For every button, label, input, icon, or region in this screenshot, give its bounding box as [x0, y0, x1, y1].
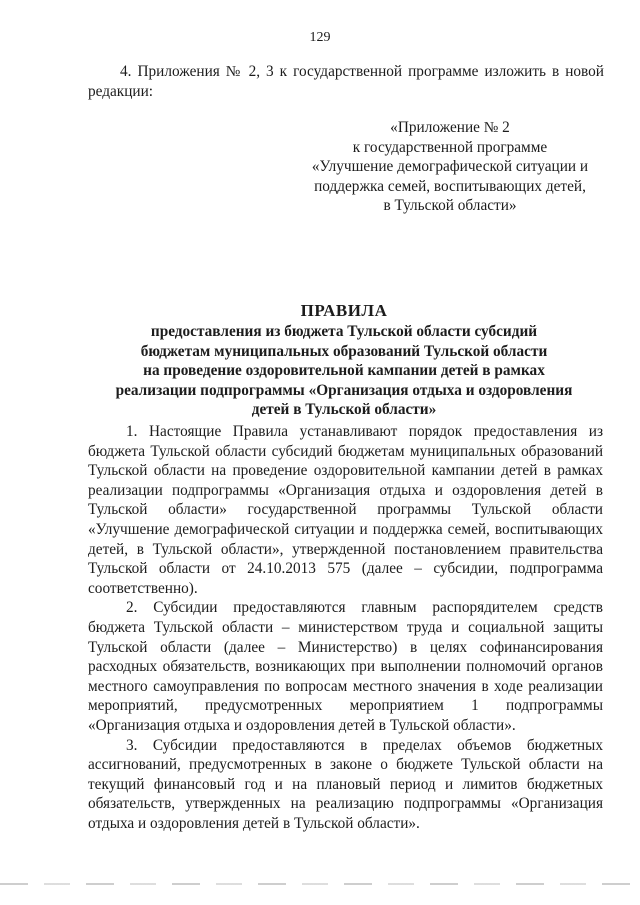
paragraph-1: 1. Настоящие Правила устанавливают порядок предоставления из бюджета Тульской области субсидий бюджетам муниципальных образований Тульской области на проведение оздоровительной кампании детей в рамках реализации подпрограммы «Организация отдыха и оздоровления детей в Тульской области» государственной программы Тульской области «Улучшение демографической ситуации и поддержка семей, воспитывающих детей, в Тульской области», утвержденной постановлением правительства Тульской области от 24.10.2013 575 (далее – субсидии, подпрограмма соответственно). — [88, 423, 603, 597]
title-line: предоставления из бюджета Тульской области субсидий — [150, 323, 538, 340]
appendix-line: в Тульской области» — [383, 197, 517, 214]
appendix-line: поддержка семей, воспитывающих детей, — [314, 177, 586, 195]
title-line: реализации подпрограммы «Организация отдыха и оздоровления — [115, 381, 573, 399]
appendix-header — [300, 118, 600, 216]
title-line: детей в Тульской области» — [251, 401, 437, 418]
document-title — [88, 300, 600, 420]
page-number: 129 — [309, 30, 331, 45]
title-line: бюджетам муниципальных образований Тульской области — [140, 342, 548, 360]
appendix-line: «Приложение № 2 — [390, 119, 510, 136]
scan-artifact-line — [0, 883, 640, 885]
appendix-line: к государственной программе — [352, 138, 548, 156]
title-main: ПРАВИЛА — [300, 301, 388, 320]
body-text — [88, 422, 603, 833]
title-line: на проведение оздоровительной кампании детей в рамках — [143, 362, 545, 379]
paragraph-3: 3. Субсидии предоставляются в пределах объемов бюджетных ассигнований, предусмотренных в законе о бюджете Тульской области на текущий финансовый год и на плановый период и лимитов бюджетных обязательств, утвержденных на реализацию подпрограммы «Организация отдыха и оздоровления детей в Тульской области». — [88, 736, 603, 832]
appendix-line: «Улучшение демографической ситуации и — [311, 158, 589, 175]
paragraph-2: 2. Субсидии предоставляются главным распорядителем средств бюджета Тульской области – министерством труда и социальной защиты Тульской области (далее – Министерство) в целях софинансирования расходных обязательств, возникающих при выполнении полномочий органов местного самоуправления по вопросам местного значения в ходе реализации мероприятий, предусмотренных мероприятием 1 подпрограммы «Организация отдыха и оздоровления детей в Тульской области». — [88, 599, 603, 734]
intro-paragraph: 4. Приложения № 2, 3 к государственной программе изложить в новой редакции: — [88, 63, 604, 100]
